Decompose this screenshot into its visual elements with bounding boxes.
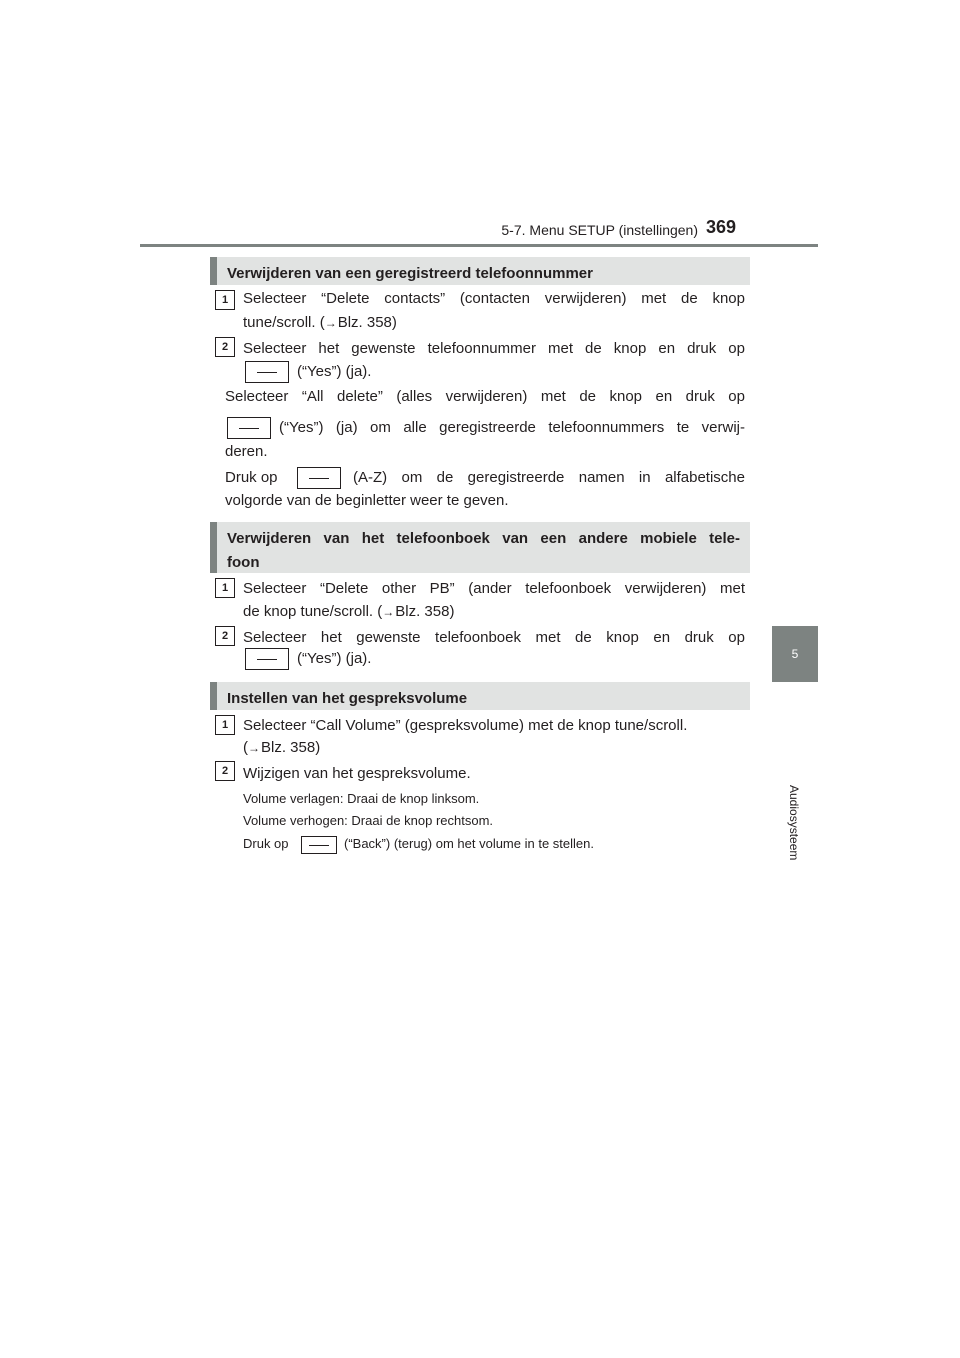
step-text-continued: de knop tune/scroll. (→Blz. 358) [243,600,745,624]
note-text: Druk op [225,469,278,486]
yes-key-icon [245,648,289,670]
chapter-header: 5-7. Menu SETUP (instellingen) [501,222,698,238]
note-text-end: deren. [225,443,268,460]
step-badge: 1 [215,715,235,735]
header-rule [140,244,818,247]
arrow-right-icon: → [382,605,395,619]
section-heading-call-volume: Instellen van het gespreksvolume [210,682,750,710]
arrow-right-icon: → [248,741,260,755]
step-badge: 2 [215,626,235,646]
step-badge: 2 [215,761,235,781]
detail-text-continued: (“Back”) (terug) om het volume in te stellen. [344,836,594,851]
step-text: Selecteer “Delete other PB” (ander telefoonboek verwijderen) met [243,580,745,597]
step-text-continued: (“Yes”) (ja). [297,650,372,667]
note-text-continued: (A-Z) om de geregistreerde namen in alfabetische [353,469,745,486]
az-key-icon [297,467,341,489]
detail-text: Druk op [243,836,289,851]
arrow-right-icon: → [324,316,337,330]
step-text: Selecteer het gewenste telefoonnummer met de knop en druk op [243,340,745,357]
step-text: Wijzigen van het gespreksvolume. [243,765,471,782]
step-text-continued: (“Yes”) (ja). [297,363,372,380]
step-text: Selecteer het gewenste telefoonboek met de knop en druk op [243,629,745,646]
yes-key-icon [227,417,271,439]
step-badge: 1 [215,578,235,598]
step-badge: 1 [215,290,235,310]
detail-text: Volume verlagen: Draai de knop linksom. [243,791,480,806]
step-badge: 2 [215,337,235,357]
step-text: Selecteer “Call Volume” (gespreksvolume) met de knop tune/scroll. [243,717,688,734]
page-number: 369 [706,217,737,237]
step-text-continued: tune/scroll. (→Blz. 358) [243,311,745,335]
back-key-icon [301,836,337,854]
note-text: Selecteer “All delete” (alles verwijderen) met de knop en druk op [225,388,745,405]
section-heading-delete-number: Verwijderen van een geregistreerd telefoonnummer [210,257,750,285]
yes-key-icon [245,361,289,383]
chapter-side-label: Audiosysteem [787,785,801,861]
chapter-tab: 5 [772,626,818,682]
detail-text: Volume verhogen: Draai de knop rechtsom. [243,813,494,828]
note-text-continued: (“Yes”) (ja) om alle geregistreerde telefoonnummers te verwij- [279,419,745,436]
section-heading-delete-phonebook: Verwijderen van het telefoonboek van een andere mobiele tele- foon [210,522,750,573]
note-text-end: volgorde van de beginletter weer te geven. [225,492,509,509]
step-text-continued: (→Blz. 358) [243,736,320,760]
step-text: Selecteer “Delete contacts” (contacten verwijderen) met de knop [243,290,745,307]
